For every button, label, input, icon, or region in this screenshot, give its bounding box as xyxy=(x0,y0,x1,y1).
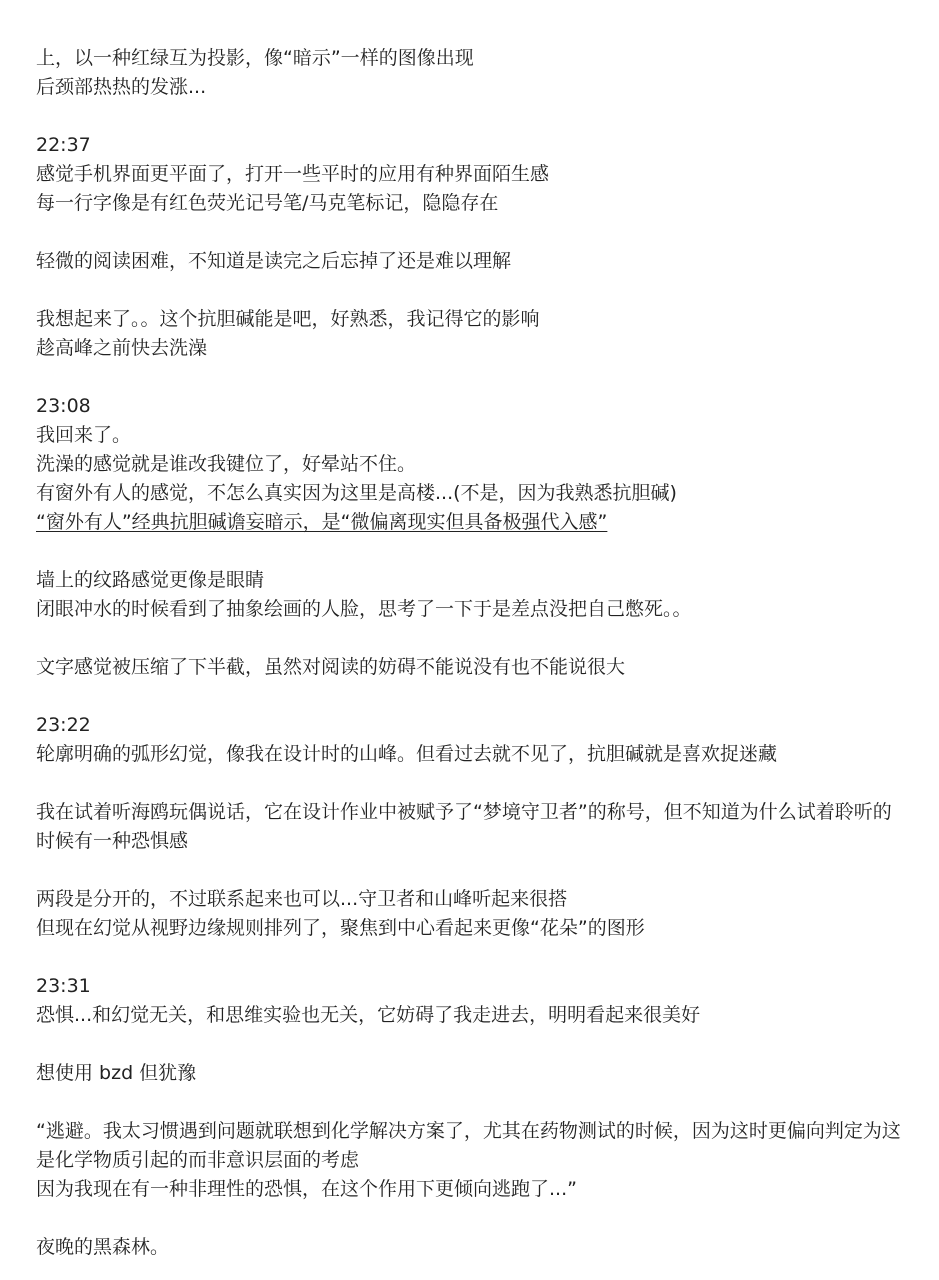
paragraph-gap xyxy=(36,363,906,392)
text-line: 恐惧...和幻觉无关，和思维实验也无关，它妨碍了我走进去，明明看起来很美好 xyxy=(36,1004,701,1026)
text-line: 夜晚的黑森林。 xyxy=(36,1236,170,1258)
paragraph-gap xyxy=(36,537,906,566)
text-line: 洗澡的感觉就是谁改我键位了，好晕站不住。 xyxy=(36,453,417,475)
note-body xyxy=(36,44,906,1262)
paragraph-gap xyxy=(36,856,906,885)
paragraph-gap xyxy=(36,276,906,305)
paragraph-gap xyxy=(36,769,906,798)
text-line: “逃避。我太习惯遇到问题就联想到化学解决方案了，尤其在药物测试的时候，因为这时更偏向判定为这 xyxy=(36,1120,901,1142)
text-line: 因为我现在有一种非理性的恐惧，在这个作用下更倾向逃跑了...” xyxy=(36,1178,577,1200)
timestamp-heading: 23:31 xyxy=(36,975,91,997)
text-line: 有窗外有人的感觉，不怎么真实因为这里是高楼...(不是，因为我熟悉抗胆碱) xyxy=(36,482,677,504)
timestamp-heading: 22:37 xyxy=(36,134,91,156)
text-line: 是化学物质引起的而非意识层面的考虑 xyxy=(36,1149,360,1171)
paragraph-gap xyxy=(36,102,906,131)
paragraph-gap xyxy=(36,682,906,711)
text-line: 上，以一种红绿互为投影，像“暗示”一样的图像出现 xyxy=(36,47,474,69)
text-line: 后颈部热热的发涨... xyxy=(36,76,207,98)
text-line: 轮廓明确的弧形幻觉，像我在设计时的山峰。但看过去就不见了，抗胆碱就是喜欢捉迷藏 xyxy=(36,743,778,765)
text-line: 想使用 bzd 但犹豫 xyxy=(36,1062,197,1084)
text-line: 闭眼冲水的时候看到了抽象绘画的人脸，思考了一下于是差点没把自己憋死。。 xyxy=(36,598,692,620)
text-line: 我在试着听海鸥玩偶说话，它在设计作业中被赋予了“梦境守卫者”的称号，但不知道为什么试着聆听的 xyxy=(36,801,892,823)
text-line: 轻微的阅读困难，不知道是读完之后忘掉了还是难以理解 xyxy=(36,250,512,272)
paragraph-gap xyxy=(36,1030,906,1059)
timestamp-heading: 23:22 xyxy=(36,714,91,736)
paragraph-gap xyxy=(36,624,906,653)
paragraph-gap xyxy=(36,943,906,972)
text-line: 文字感觉被压缩了下半截，虽然对阅读的妨碍不能说没有也不能说很大 xyxy=(36,656,626,678)
text-line: 时候有一种恐惧感 xyxy=(36,830,189,852)
text-line: 我回来了。 xyxy=(36,424,132,446)
timestamp-heading: 23:08 xyxy=(36,395,91,417)
text-line: 感觉手机界面更平面了，打开一些平时的应用有种界面陌生感 xyxy=(36,163,550,185)
paragraph-gap xyxy=(36,218,906,247)
underlined-text-line: “窗外有人”经典抗胆碱谵妄暗示，是“微偏离现实但具备极强代入感” xyxy=(36,511,608,533)
text-line: 趁高峰之前快去洗澡 xyxy=(36,337,208,359)
paragraph-gap xyxy=(36,1204,906,1233)
text-line: 墙上的纹路感觉更像是眼睛 xyxy=(36,569,265,591)
text-line: 两段是分开的，不过联系起来也可以...守卫者和山峰听起来很搭 xyxy=(36,888,568,910)
paragraph-gap xyxy=(36,1088,906,1117)
text-line: 每一行字像是有红色荧光记号笔/马克笔标记，隐隐存在 xyxy=(36,192,499,214)
text-line: 但现在幻觉从视野边缘规则排列了，聚焦到中心看起来更像“花朵”的图形 xyxy=(36,917,645,939)
text-line: 我想起来了。。这个抗胆碱能是吧，好熟悉，我记得它的影响 xyxy=(36,308,540,330)
